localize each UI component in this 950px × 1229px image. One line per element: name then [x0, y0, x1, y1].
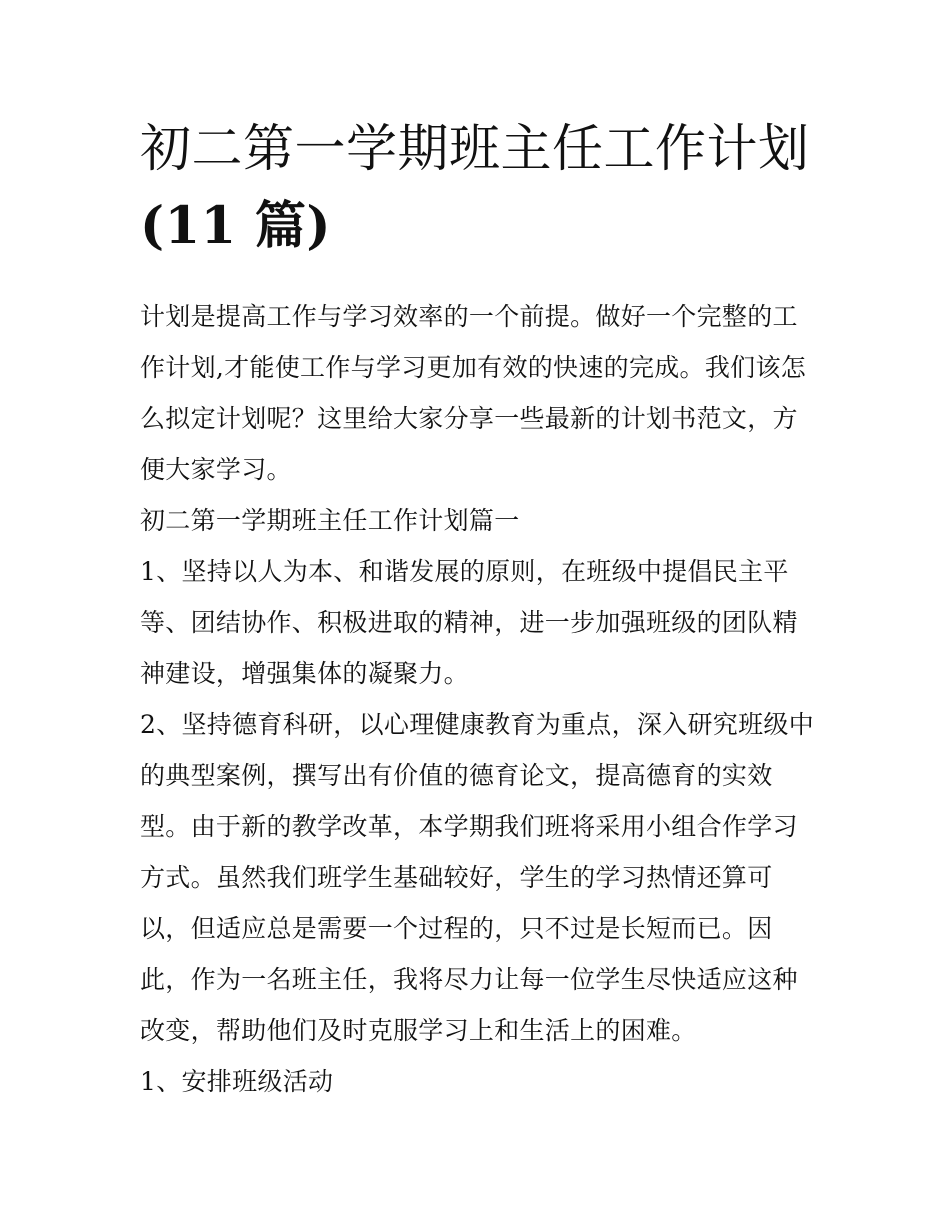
- section-heading: 初二第一学期班主任工作计划篇一: [140, 506, 520, 535]
- intro-paragraph: 计划是提高工作与学习效率的一个前提。做好一个完整的工作计划,才能使工作与学习更加有效的快速的完成。我们该怎么拟定计划呢？这里给大家分享一些最新的计划书范文，方便大家学习。: [140, 302, 807, 484]
- activity-heading: 1、安排班级活动: [140, 1067, 334, 1096]
- document-content: [140, 112, 820, 1107]
- title-line-2: (11 篇): [140, 196, 331, 256]
- point-2-paragraph: 2、坚持德育科研，以心理健康教育为重点，深入研究班级中的典型案例，撰写出有价值的德育论文，提高德育的实效型。由于新的教学改革，本学期我们班将采用小组合作学习方式。虽然我们班学生基础较好，学生的学习热情还算可以，但适应总是需要一个过程的，只不过是长短而已。因此，作为一名班主任，我将尽力让每一位学生尽快适应这种改变，帮助他们及时克服学习上和生活上的困难。: [140, 710, 815, 1045]
- document-title: [140, 112, 820, 265]
- title-line-1: 初二第一学期班主任工作计划: [140, 120, 810, 179]
- point-1-paragraph: 1、坚持以人为本、和谐发展的原则，在班级中提倡民主平等、团结协作、积极进取的精神，进一步加强班级的团队精神建设，增强集体的凝聚力。: [140, 557, 798, 688]
